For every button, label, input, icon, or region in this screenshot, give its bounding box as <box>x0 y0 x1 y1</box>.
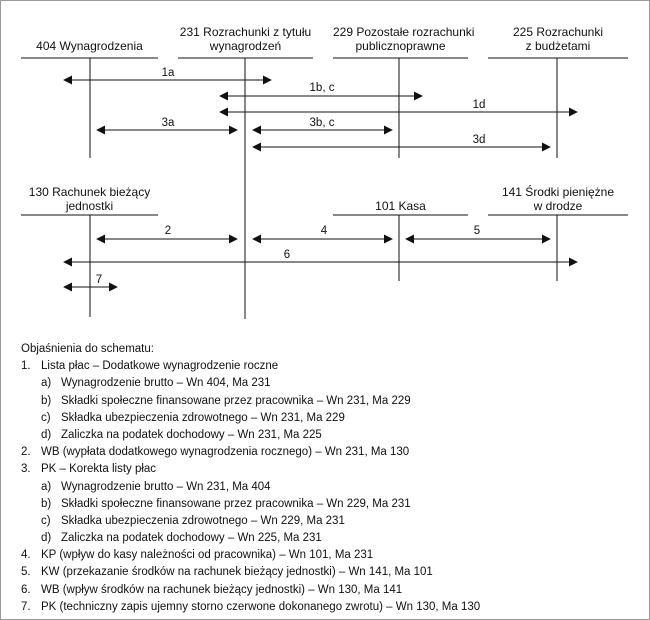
legend-num: 3. <box>21 463 31 476</box>
legend-sub-num: a) <box>41 377 52 390</box>
account-231-name-cont: wynagrodzeń <box>209 39 282 53</box>
account-130-name: 130 Rachunek bieżący <box>28 185 151 199</box>
flow-label-7: 7 <box>95 274 103 286</box>
legend-sub-num: b) <box>41 394 52 407</box>
legend-num: 4. <box>21 549 31 562</box>
legend-item-2 <box>21 444 410 461</box>
legend-sub-text: Wynagrodzenie brutto – Wn 231, Ma 404 <box>61 480 271 493</box>
legend-sub-num: d) <box>41 428 52 441</box>
flow-label-3a: 3a <box>161 117 175 129</box>
legend-text: KP (wpływ do kasy należności od pracownika) – Wn 101, Ma 231 <box>41 549 374 562</box>
legend-sub-text: Składki społeczne finansowane przez pracownika – Wn 231, Ma 229 <box>61 394 411 407</box>
account-101-title <box>333 199 468 213</box>
legend-sub-text: Wynagrodzenie brutto – Wn 404, Ma 231 <box>61 377 271 390</box>
account-229-name: 229 Pozostałe rozrachunki <box>333 25 475 39</box>
account-141-title <box>488 185 628 213</box>
legend-item-6 <box>21 582 403 599</box>
flow-label-5: 5 <box>473 225 481 237</box>
legend-title-text: Objaśnienia do schematu: <box>21 343 154 355</box>
account-229-name-cont: publicznoprawne <box>355 39 446 53</box>
legend-item-5 <box>21 564 433 581</box>
account-141-name-cont: w drodze <box>533 199 583 213</box>
legend-text: KW (przekazanie środków na rachunek bieżący jednostki) – Wn 141, Ma 101 <box>41 566 433 579</box>
legend-item-7 <box>21 599 481 616</box>
flow-label-1d: 1d <box>472 99 486 111</box>
legend-sub-text: Składki społeczne finansowane przez pracownika – Wn 229, Ma 231 <box>61 497 411 510</box>
legend-num: 1. <box>21 360 31 373</box>
legend-subitem-3c <box>21 513 345 530</box>
flow-label-1b-c: 1b, c <box>309 82 335 94</box>
legend-sub-text: Zaliczka na podatek dochodowy – Wn 225, Ma 231 <box>61 532 322 545</box>
flow-label-1a: 1a <box>161 67 175 79</box>
legend-num: 2. <box>21 446 31 459</box>
legend-text: WB (wypłata dodatkowego wynagrodzenia rocznego) – Wn 231, Ma 130 <box>41 446 410 459</box>
account-130-name-cont: jednostki <box>65 199 114 213</box>
legend-sub-num: d) <box>41 532 52 545</box>
legend-sub-num: b) <box>41 497 52 510</box>
legend-subitem-3b <box>21 496 411 513</box>
legend-text: PK (techniczny zapis ujemny storno czerwone dokonanego zwrotu) – Wn 130, Ma 130 <box>41 600 481 613</box>
account-404-title <box>21 39 158 53</box>
flow-label-3b-c: 3b, c <box>309 117 335 129</box>
legend-subitem-3d <box>21 530 322 547</box>
account-225-name-cont: z budżetami <box>525 39 591 53</box>
legend-subitem-1a <box>21 375 271 392</box>
legend-text: WB (wpływ środków na rachunek bieżący jednostki) – Wn 130, Ma 141 <box>41 583 403 596</box>
legend-text: Lista płac – Dodatkowe wynagrodzenie roczne <box>41 360 279 373</box>
legend-sub-num: c) <box>41 411 51 424</box>
legend-num: 6. <box>21 583 31 596</box>
legend-num: 7. <box>21 600 31 613</box>
flow-label-3d: 3d <box>472 134 486 146</box>
legend-sub-text: Składka ubezpieczenia zdrowotnego – Wn 231, Ma 229 <box>61 411 345 424</box>
legend-sub-num: a) <box>41 480 52 493</box>
legend-num: 5. <box>21 566 31 579</box>
account-404-name: 404 Wynagrodzenia <box>36 39 143 53</box>
flow-label-2: 2 <box>164 225 172 237</box>
account-231-title <box>178 25 313 53</box>
legend-subitem-1d <box>21 427 322 444</box>
legend-subitem-3a <box>21 479 271 496</box>
legend-title <box>21 341 154 358</box>
account-225-title <box>488 25 628 53</box>
legend-subitem-1b <box>21 393 411 410</box>
legend-subitem-1c <box>21 410 345 427</box>
legend-item-1 <box>21 358 279 375</box>
account-141-name: 141 Środki pieniężne <box>501 185 615 199</box>
legend-text: PK – Korekta listy płac <box>41 463 157 476</box>
legend-sub-text: Zaliczka na podatek dochodowy – Wn 231, Ma 225 <box>61 428 322 441</box>
account-225-name: 225 Rozrachunki <box>512 25 604 39</box>
account-229-title <box>333 25 475 53</box>
account-130-title <box>21 185 158 213</box>
legend-item-4 <box>21 547 374 564</box>
legend-sub-text: Składka ubezpieczenia zdrowotnego – Wn 229, Ma 231 <box>61 514 345 527</box>
legend <box>21 341 481 616</box>
flow-label-6: 6 <box>283 249 291 261</box>
legend-sub-num: c) <box>41 514 51 527</box>
flow-label-4: 4 <box>320 225 328 237</box>
legend-item-3 <box>21 461 157 478</box>
account-231-name: 231 Rozrachunki z tytułu <box>179 25 312 39</box>
account-101-name: 101 Kasa <box>375 199 426 213</box>
